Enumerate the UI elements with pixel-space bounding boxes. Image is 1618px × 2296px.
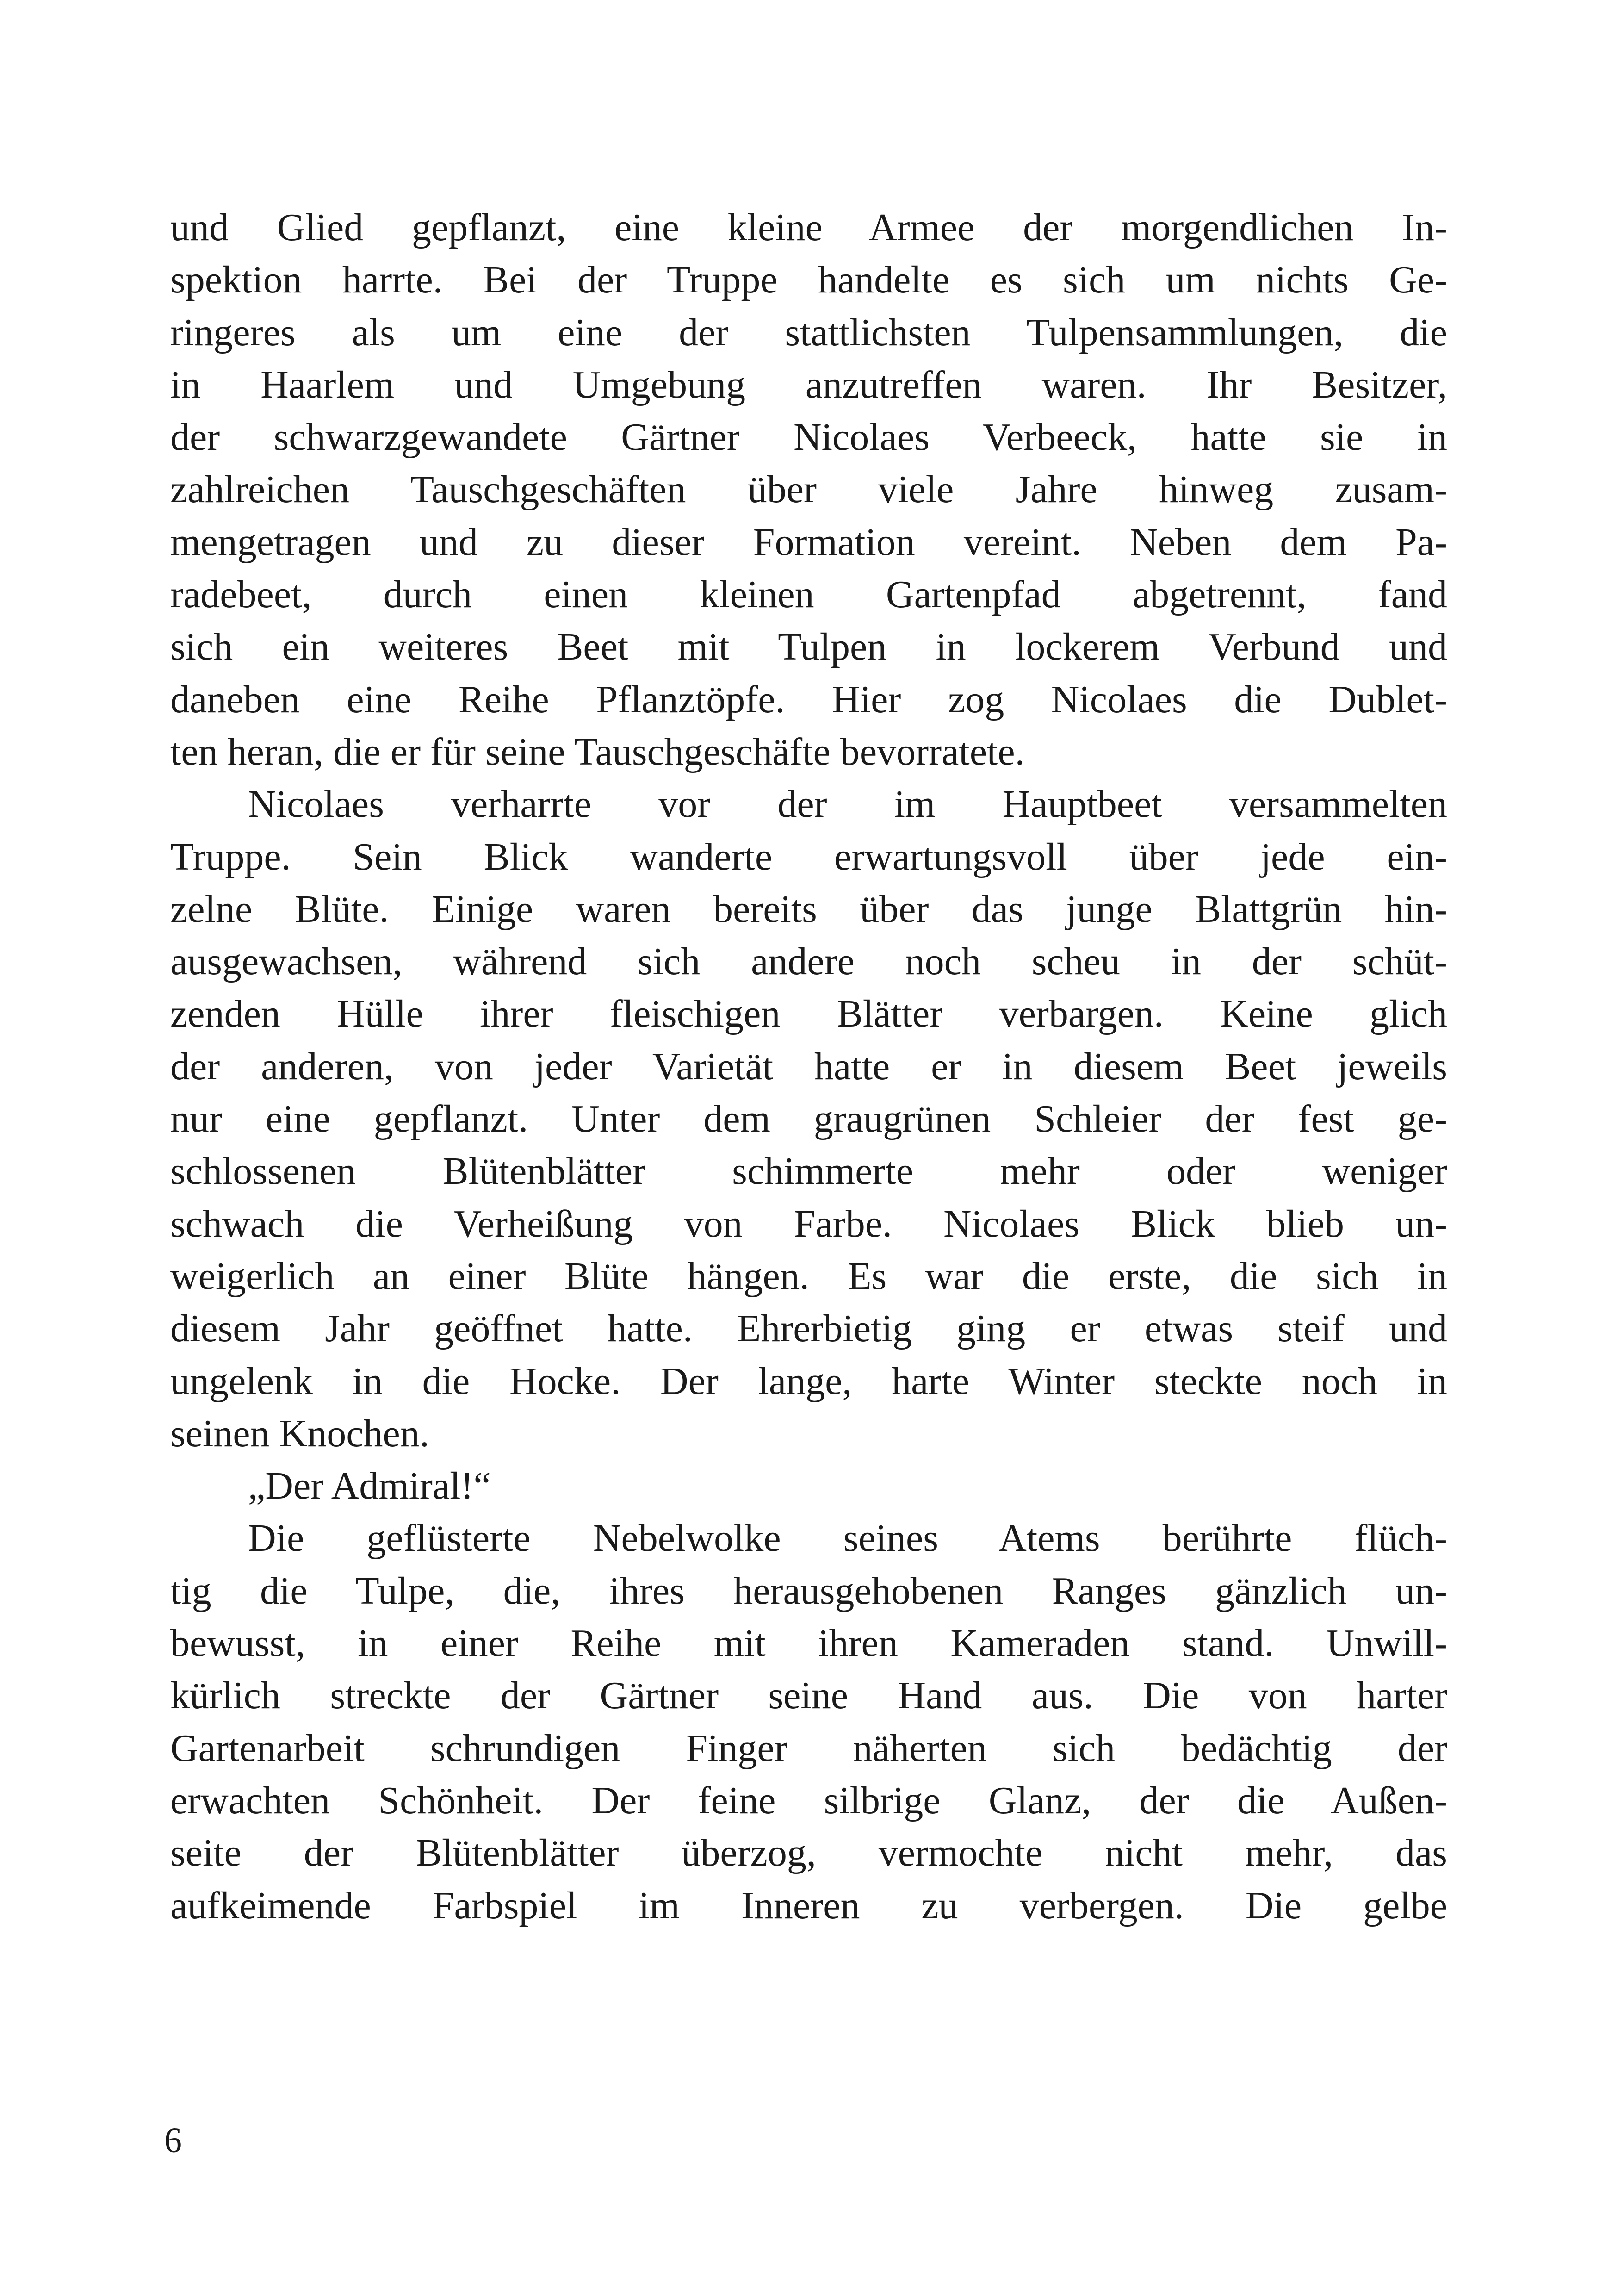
text-line: sich ein weiteres Beet mit Tulpen in lockerem Verbund und: [170, 625, 1447, 669]
text-line: zenden Hülle ihrer fleischigen Blätter verbargen. Keine glich: [170, 992, 1447, 1036]
text-line: Die geflüsterte Nebelwolke seines Atems berührte flüch-: [248, 1517, 1447, 1560]
text-line: erwachten Schönheit. Der feine silbrige Glanz, der die Außen-: [170, 1779, 1447, 1822]
text-line: ausgewachsen, während sich andere noch scheu in der schüt-: [170, 940, 1447, 983]
text-line: bewusst, in einer Reihe mit ihren Kameraden stand. Unwill-: [170, 1622, 1447, 1665]
text-line: Truppe. Sein Blick wanderte erwartungsvoll über jede ein-: [170, 835, 1447, 878]
text-line: ringeres als um eine der stattlichsten Tulpensammlungen, die: [170, 311, 1447, 354]
text-line: daneben eine Reihe Pflanztöpfe. Hier zog Nicolaes die Dublet-: [170, 678, 1447, 721]
text-line: seinen Knochen.: [170, 1412, 429, 1455]
text-line: Nicolaes verharrte vor der im Hauptbeet versammelten: [248, 783, 1447, 826]
text-line: in Haarlem und Umgebung anzutreffen waren. Ihr Besitzer,: [170, 363, 1447, 406]
text-line: schlossenen Blütenblätter schimmerte mehr oder weniger: [170, 1150, 1447, 1193]
text-line: seite der Blütenblätter überzog, vermochte nicht mehr, das: [170, 1831, 1447, 1875]
text-line: mengetragen und zu dieser Formation vereint. Neben dem Pa-: [170, 520, 1447, 564]
text-line: radebeet, durch einen kleinen Gartenpfad abgetrennt, fand: [170, 573, 1447, 616]
text-line: „Der Admiral!“: [248, 1464, 491, 1508]
text-line: aufkeimende Farbspiel im Inneren zu verbergen. Die gelbe: [170, 1884, 1447, 1927]
text-line: diesem Jahr geöffnet hatte. Ehrerbietig ging er etwas steif und: [170, 1307, 1447, 1350]
text-line: nur eine gepflanzt. Unter dem graugrünen Schleier der fest ge-: [170, 1097, 1447, 1141]
text-line: weigerlich an einer Blüte hängen. Es war die erste, die sich in: [170, 1254, 1447, 1298]
text-line: zelne Blüte. Einige waren bereits über das junge Blattgrün hin-: [170, 887, 1447, 931]
text-line: spektion harrte. Bei der Truppe handelte es sich um nichts Ge-: [170, 258, 1447, 302]
text-line: ten heran, die er für seine Tauschgeschäfte bevorratete.: [170, 730, 1025, 773]
text-line: tig die Tulpe, die, ihres herausgehobenen Ranges gänzlich un-: [170, 1569, 1447, 1612]
page-number: 6: [164, 2121, 182, 2160]
text-line: der anderen, von jeder Varietät hatte er in diesem Beet jeweils: [170, 1045, 1447, 1088]
text-line: ungelenk in die Hocke. Der lange, harte Winter steckte noch in: [170, 1359, 1447, 1403]
text-line: Gartenarbeit schrundigen Finger näherten sich bedächtig der: [170, 1726, 1447, 1770]
text-line: schwach die Verheißung von Farbe. Nicolaes Blick blieb un-: [170, 1202, 1447, 1245]
text-line: kürlich streckte der Gärtner seine Hand aus. Die von harter: [170, 1674, 1447, 1717]
text-line: und Glied gepflanzt, eine kleine Armee der morgendlichen In-: [170, 206, 1447, 249]
text-line: der schwarzgewandete Gärtner Nicolaes Verbeeck, hatte sie in: [170, 416, 1447, 459]
text-line: zahlreichen Tauschgeschäften über viele Jahre hinweg zusam-: [170, 468, 1447, 511]
body-text: [170, 201, 1447, 1932]
